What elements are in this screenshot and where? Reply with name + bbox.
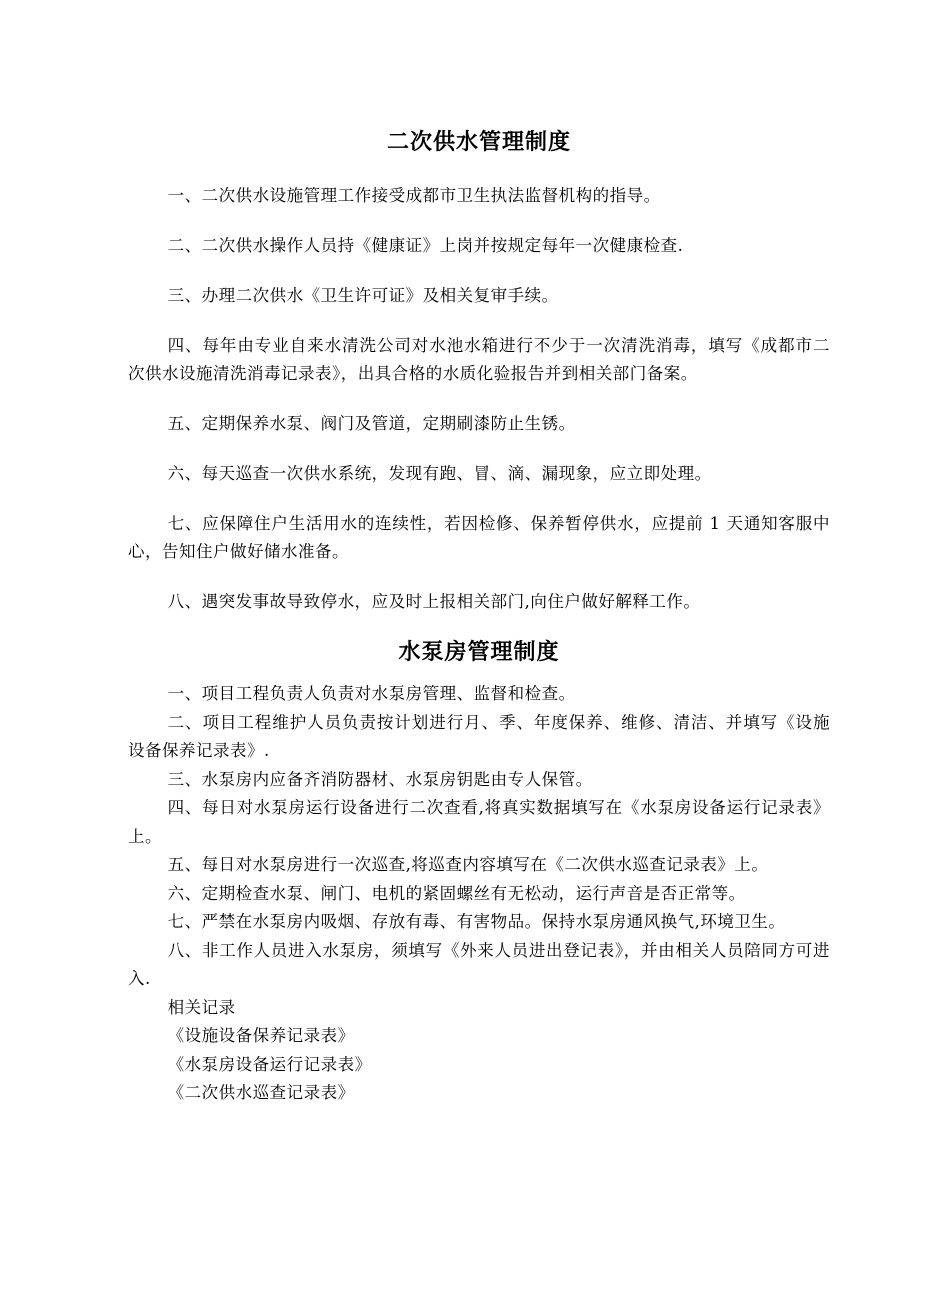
section1-item-8: 八、遇突发事故导致停水，应及时上报相关部门,向住户做好解释工作。 (167, 592, 701, 611)
section1-item-1: 一、二次供水设施管理工作接受成都市卫生执法监督机构的指导。 (167, 186, 661, 205)
section2-item-1: 一、项目工程负责人负责对水泵房管理、监督和检查。 (167, 684, 576, 703)
section2-item-7: 七、严禁在水泵房内吸烟、存放有毒、有害物品。保持水泵房通风换气,环境卫生。 (167, 912, 786, 931)
record-item: 《设施设备保养记录表》 (167, 1026, 355, 1045)
section1-body (128, 182, 830, 616)
related-records (128, 994, 830, 1108)
section2-item-5: 五、每日对水泵房进行一次巡查,将巡查内容填写在《二次供水巡查记录表》上。 (167, 855, 769, 874)
section2-item-8: 八、非工作人员进入水泵房，须填写《外来人员进出登记表》，并由相关人员陪同方可进入. (128, 940, 830, 988)
section2-item-2: 二、项目工程维护人员负责按计划进行月、季、年度保养、维修、清洁、并填写《设施设备保养记录表》. (128, 712, 830, 760)
section1-item-5: 五、定期保养水泵、阀门及管道，定期刷漆防止生锈。 (167, 414, 576, 433)
document-page (128, 128, 830, 1108)
section2-item-6: 六、定期检查水泵、闸门、电机的紧固螺丝有无松动，运行声音是否正常等。 (167, 883, 746, 903)
record-item: 《二次供水巡查记录表》 (167, 1083, 355, 1102)
section2-body (128, 680, 830, 994)
section2-item-4: 四、每日对水泵房运行设备进行二次查看,将真实数据填写在《水泵房设备运行记录表》上。 (128, 798, 830, 846)
section2-item-3: 三、水泵房内应备齐消防器材、水泵房钥匙由专人保管。 (167, 769, 593, 789)
section1-item-3: 三、办理二次供水《卫生许可证》及相关复审手续。 (167, 286, 559, 305)
section1-item-7: 七、应保障住户生活用水的连续性，若因检修、保养暂停供水，应提前 1 天通知客服中心，告知住户做好储水准备。 (128, 514, 830, 561)
section1-title: 二次供水管理制度 (386, 130, 571, 155)
records-heading: 相关记录 (167, 997, 236, 1017)
section1-item-6: 六、每天巡查一次供水系统，发现有跑、冒、滴、漏现象，应立即处理。 (167, 464, 712, 483)
record-item: 《水泵房设备运行记录表》 (167, 1054, 372, 1074)
section1-item-4: 四、每年由专业自来水清洗公司对水池水箱进行不少于一次清洗消毒，填写《成都市二次供水设施清洗消毒记录表》，出具合格的水质化验报告并到相关部门备案。 (128, 336, 830, 383)
section1-item-2: 二、二次供水操作人员持《健康证》上岗并按规定每年一次健康检查. (167, 236, 684, 255)
section2-title: 水泵房管理制度 (398, 640, 560, 665)
